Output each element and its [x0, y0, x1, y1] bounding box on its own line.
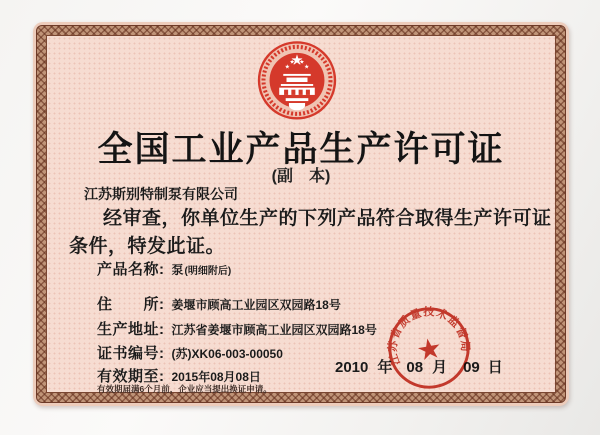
field-row-production-address	[97, 318, 377, 339]
field-label: 生产地址:	[97, 321, 165, 338]
national-emblem-icon	[256, 40, 338, 124]
certificate-title: 全国工业产品生产许可证	[97, 130, 505, 169]
certificate-body	[46, 35, 556, 393]
field-label: 住 所:	[97, 296, 165, 313]
issue-year-unit: 年	[377, 359, 393, 376]
seal-star-icon	[417, 337, 442, 361]
field-value: 江苏省姜堰市顾高工业园区双园路18号	[171, 323, 377, 337]
certificate-page	[33, 22, 569, 406]
seal-text: 江苏省质量技术监督局	[387, 306, 471, 367]
field-row-residence	[97, 293, 341, 314]
field-value: 2015年08月08日	[171, 370, 261, 384]
field-value-note: (明细附后)	[184, 266, 232, 277]
issue-year: 2010	[335, 359, 369, 376]
issue-month-unit: 月	[432, 359, 448, 376]
field-label: 产品名称:	[97, 261, 165, 278]
field-row-product-name	[97, 258, 231, 279]
issue-day: 09	[463, 359, 480, 376]
field-label: 证书编号:	[97, 345, 165, 362]
renewal-footnote: 有效期届满6个月前，企业应当提出换证申请。	[97, 384, 272, 394]
company-name: 江苏斯别特制泵有限公司	[84, 186, 238, 202]
body-text-line2: 条件，特发此证。	[69, 236, 226, 257]
field-row-certificate-number	[97, 342, 283, 363]
field-value: 泵	[171, 263, 184, 277]
issue-month: 08	[406, 359, 424, 376]
field-value: 姜堰市顾高工业园区双园路18号	[171, 298, 341, 312]
issue-day-unit: 日	[487, 359, 503, 376]
field-value: (苏)XK06-003-00050	[171, 347, 283, 361]
certificate-subtitle: (副 本)	[271, 168, 331, 185]
field-label: 有效期至:	[97, 368, 165, 385]
body-text-line1: 经审查，你单位生产的下列产品符合取得生产许可证	[103, 208, 552, 229]
official-seal-icon	[378, 297, 480, 399]
